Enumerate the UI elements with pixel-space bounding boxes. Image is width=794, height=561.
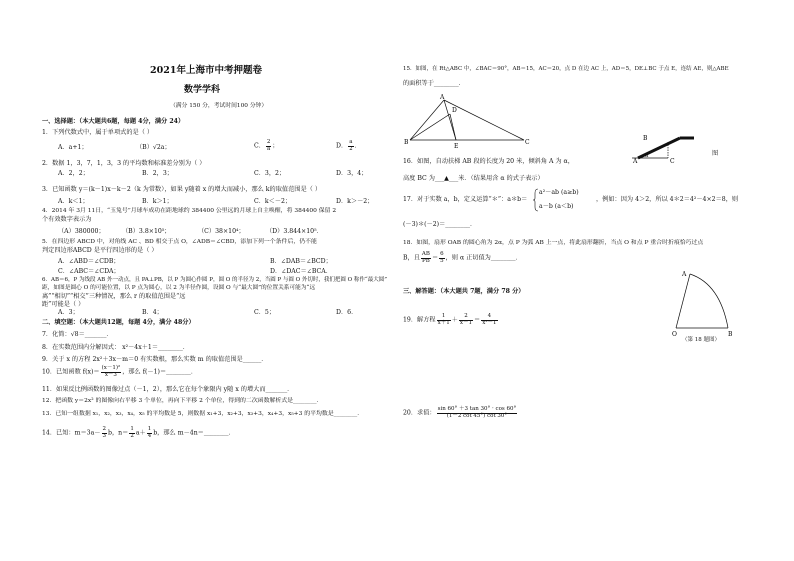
q2-opt-d: D．3，4；: [336, 170, 368, 177]
q18-line1: 18．如图，扇形 OAB 的圆心角为 2α，点 P 为弧 AB 上一点，将此扇形翻折，当点 O 和点 P 重合时折痕恰巧过点: [403, 240, 704, 246]
q17-tail: ，例如：因为 4＞2，所以 4＊2＝4²－4×2＝8，则: [596, 196, 739, 203]
score-note: （满分 150 分，考试时间100 分钟）: [170, 103, 268, 109]
q16-line2: 高度 BC 为___▲___米．（结果用含 α 的式子表示）: [403, 175, 544, 182]
esc-label-alpha: α: [645, 153, 649, 159]
fig18-caption: （第 18 题图）: [682, 337, 720, 343]
q19: 19．解方程 $\frac{1}{x+1}$ ＋ $\frac{2}{x-1}$ ＝ $\frac{4}{\text{x²－1}}$: [403, 313, 497, 326]
q4-opt-a: （A）380000；: [58, 228, 105, 235]
q17-line1: 17．对于实数 a，b，定义运算“＊”：a＊b＝: [403, 196, 528, 203]
label-e: E: [454, 143, 459, 150]
sector-label-a: A: [682, 271, 687, 278]
q5-opt-d: D．∠DAC＝∠BCA．: [270, 268, 332, 275]
q6-opt-d: D．6．: [336, 309, 358, 316]
exam-title: 2021年上海市中考押题卷: [150, 65, 262, 76]
q1-opt-c: C． $\frac{2}{a}$ ；: [254, 139, 279, 152]
q7: 7．化简：√8＝_______．: [42, 331, 113, 338]
esc-label-a: A: [633, 158, 638, 165]
esc-label-b: B: [643, 135, 648, 142]
sector-label-b: B: [728, 331, 733, 338]
q6-line4: 距”可能是（ ）: [42, 301, 85, 308]
q2-opt-a: A．2，2；: [58, 170, 89, 177]
q13: 13．已知一组数据 x₁，x₂，x₃，x₄，x₅ 的平均数是 5，则数据 x₁+3，x₂+3，x₃+3，x₄+3，x₅+3 的平均数是________．: [42, 411, 364, 417]
label-a: A: [440, 94, 445, 101]
q8: 8．在实数范围内分解因式： x²－4x＋1＝________．: [42, 344, 189, 351]
section1-heading: 一、选择题：（本大题共6题，每题 4分，满分 24）: [42, 118, 185, 125]
q3-opt-a: A．k＜1；: [58, 198, 89, 205]
q5-line2: 判定四边形ABCD 是平行四边形的是（ ）: [42, 247, 158, 254]
q4-opt-c: （C）38×10⁴；: [198, 228, 245, 235]
escalator-figure: [628, 128, 708, 164]
q4-line2: 个有效数字表示为: [42, 216, 92, 223]
q5-opt-b: B．∠DAB＝∠BCD；: [270, 258, 332, 265]
esc-label-c: C: [670, 158, 675, 165]
q4-opt-b: （B）3.8×10⁵；: [122, 228, 171, 235]
sector-label-o: O: [672, 331, 677, 338]
section2-heading: 二、填空题：（本大题共12题，每题 4分，满分 48分）: [42, 319, 195, 326]
q6-opt-c: C．5；: [254, 309, 276, 316]
q5-opt-a: A．∠ABD＝∠CDB；: [58, 258, 120, 265]
escalator-fig-label: 图: [712, 150, 719, 157]
q15-line2: 的面积等于________．: [403, 80, 465, 87]
q5-line1: 5．在四边形 ABCD 中，对角线 AC 、BD 相交于点 O，∠ADB＝∠CBD，添加下列一个条件后，仍不能: [42, 239, 317, 245]
q2-stem: 2．数据 1，3，7，1，3，3 的平均数和标准差分别为（ ）: [42, 160, 206, 167]
q2-opt-c: C．3，2；: [254, 170, 286, 177]
q4-line1: 4．2014 年 3月 11日，“玉兔号”月球车成功在距地球约 384400 公里远的月球上自主唤醒，将 384400 保留 2: [42, 208, 337, 214]
q15-line1: 15．如图，在 Rt△ABC 中，∠BAC＝90°，AB＝15，AC＝20，点 D 在边 AC 上，AD＝5，DE⊥BC 于点 E，连结 AE，则△ABE: [403, 66, 729, 72]
q4-opt-d: （D）3.844×10⁵．: [266, 228, 323, 235]
sector-figure: [668, 266, 742, 348]
subject-title: 数学学科: [184, 85, 221, 95]
q18-line2: B，且 $\frac{AB}{PB}$ ＝ $\frac{6}{5}$ ，则 α 正切值为________．: [403, 251, 522, 264]
q3-stem: 3．已知函数 y＝(k－1)x－k－2（k 为常数），如果 y随着 x 的增大而减小，那么 k的取值范围是（ ）: [42, 186, 322, 193]
q3-opt-d: D．k＞－2；: [336, 198, 374, 205]
q9: 9．关于 x 的方程 2x²＋3x－m＝0 有实数根，那么实数 m 的取值范围是______．: [42, 356, 268, 363]
q6-line3: 离”“相切”“相交”三种情况，那么 r 的取值范围是“远: [42, 293, 186, 300]
q17-case1: a²－ab (a≥b): [539, 189, 579, 196]
q5-opt-c: C．∠ABC＝∠CDA；: [58, 268, 120, 275]
q1-opt-b: （B）√2a；: [136, 144, 171, 151]
q3-opt-b: B．k＞1；: [142, 198, 173, 205]
q1-opt-d: D． $\frac{a}{2}$ ．: [336, 139, 361, 152]
label-b: B: [404, 139, 409, 146]
q11: 11．如果反比例函数的图像过点（－1，2），那么它在每个象限内 y随 x 的增大而_______．: [42, 386, 294, 393]
q1-stem: 1．下列代数式中，属于单项式的是（ ）: [42, 129, 154, 136]
q6-opt-b: B．4；: [142, 309, 163, 316]
label-c: C: [525, 139, 530, 146]
q16-line1: 16．如图，自动扶梯 AB 段的长度为 20 米，倾斜角 A 为 α，: [403, 158, 574, 165]
q15-triangle-figure: [400, 96, 540, 152]
label-d: D: [452, 107, 457, 114]
q3-opt-c: C．k＜－2；: [254, 198, 292, 205]
q14: 14．已知：m＝3a－ $\frac{2}{3}$ b，n＝ $\frac{1}{2}$ a＋ $\frac{1}{4}$ b，那么 m－4n＝________．: [42, 426, 235, 439]
q6-line1: 6．AB＝6，P 为线段 AB 外一动点，且 PA⊥PB，以 P 为圆心作圆 P，圆 O 的半径为 2，当圆 P 与圆 O 外切时，我们把圆 O 称作“最大圆”: [42, 277, 388, 283]
q10: 10．已知函数 f(x)＝ $\frac{\text{(x－1)²}}{x-3}$ ，那么 f(－1)＝________．: [42, 365, 198, 378]
q1-opt-a: A．a+1；: [58, 144, 88, 151]
q17-line2: (－3)＊(－2)＝________．: [403, 221, 477, 228]
q17-case2: a－b (a＜b): [539, 203, 574, 210]
q2-opt-b: B．2，3；: [142, 170, 173, 177]
q6-opt-a: A．3；: [58, 309, 79, 316]
q6-line2: 距，如图是圆心 O 的可能位置，以 P 点为圆心，以 2 为半径作圆，设圆 O 与“最大圆”的位置关系可能为“远: [42, 285, 316, 291]
q20: 20．求值： $\frac{\sin 60^\circ +3 \tan 30^\circ \cdot \cos 60^\circ}{(1-2 \cot 45^\circ) \cot 30^\circ}$: [403, 406, 517, 419]
section3-heading: 三、解答题：（本大题共 7题，满分 78 分）: [403, 288, 525, 295]
q12: 12．把函数 y＝2x² 的图像向右平移 3 个单位，再向下平移 2 个单位，得到的二次函数解析式是________．: [42, 398, 323, 404]
